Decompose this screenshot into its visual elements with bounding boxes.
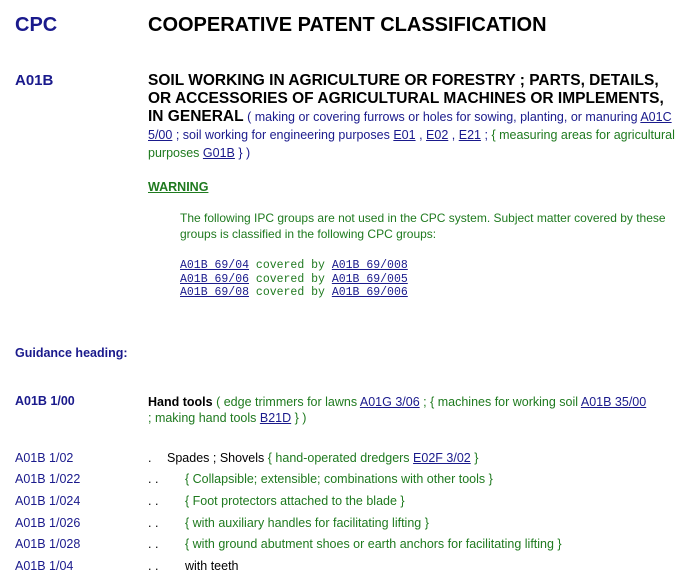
sep-2: , (451, 128, 456, 142)
subgroup-text: { Foot protectors attached to the blade } (185, 494, 405, 508)
subclass-ref-3: { measuring areas for agricultural purposes (148, 128, 675, 160)
subgroup-ref-end: } (474, 451, 479, 465)
mapping-from-link[interactable]: A01B 69/08 (180, 286, 250, 299)
indent-dots: . . (148, 537, 159, 551)
main-group-ref-b: ; { machines for working soil (423, 395, 579, 409)
link-e21[interactable]: E21 (458, 128, 481, 142)
link-g01b[interactable]: G01B (202, 146, 235, 160)
link-b21d[interactable]: B21D (259, 411, 292, 425)
subgroup-code: A01B 1/024 (15, 494, 81, 508)
mapping-row (180, 273, 408, 287)
mapping-to-link[interactable]: A01B 69/008 (331, 259, 408, 272)
subgroup-text: with teeth (185, 559, 239, 573)
subgroup-text: { with auxiliary handles for facilitating lifting } (185, 516, 429, 530)
indent-dots: . (148, 451, 152, 465)
main-group-ref-end: } ) (294, 411, 307, 425)
main-group-title: Hand tools (148, 395, 213, 409)
subgroup-row (0, 516, 689, 536)
subgroup-row (0, 451, 689, 471)
covered-by-text: covered by (255, 259, 325, 272)
subgroup-ref: { hand-operated dredgers (267, 451, 410, 465)
mapping-from-link[interactable]: A01B 69/04 (180, 259, 250, 272)
subgroup-row (0, 537, 689, 557)
indent-dots: . . (148, 472, 159, 486)
subgroup-code: A01B 1/02 (15, 451, 74, 465)
guidance-heading: Guidance heading: (15, 346, 128, 360)
subgroup-row (0, 472, 689, 492)
mapping-row (180, 259, 408, 273)
link-e02f-3-02[interactable]: E02F 3/02 (413, 451, 471, 465)
link-a01g-3-06[interactable]: A01G 3/06 (359, 395, 420, 409)
link-a01b-35-00[interactable]: A01B 35/00 (580, 395, 647, 409)
main-group-ref-c: ; making hand tools (148, 411, 257, 425)
covered-by-text: covered by (255, 272, 325, 286)
subgroup-row (0, 494, 689, 514)
sep-1: , (419, 128, 423, 142)
subgroup-text (167, 451, 478, 465)
subgroup-code: A01B 1/028 (15, 537, 81, 551)
subgroup-code: A01B 1/026 (15, 516, 81, 530)
warning-label: WARNING (148, 180, 209, 194)
subgroup-title: Spades ; Shovels (167, 451, 265, 465)
subclass-ref-end: } ) (238, 146, 251, 160)
subgroup-code: A01B 1/022 (15, 472, 81, 486)
link-a01c-5-00[interactable]: A01C 5/00 (148, 110, 672, 142)
main-group-definition (148, 394, 648, 426)
main-group-code: A01B 1/00 (15, 394, 75, 408)
subclass-definition (148, 72, 683, 162)
mapping-from-link[interactable]: A01B 69/06 (180, 272, 250, 286)
indent-dots: . . (148, 494, 159, 508)
subclass-ref-1: ( making or covering furrows or holes for sowing, planting, or manuring (247, 110, 638, 124)
sep-3: ; (484, 128, 488, 142)
link-e01[interactable]: E01 (393, 128, 416, 142)
subgroup-text: { with ground abutment shoes or earth anchors for facilitating lifting } (185, 537, 562, 551)
warning-text: The following IPC groups are not used in the CPC system. Subject matter covered by these groups is classified in the following CPC groups: (180, 211, 666, 241)
subclass-ref-2: ; soil working for engineering purposes (175, 128, 390, 142)
subclass-code: A01B (15, 72, 54, 89)
subgroup-text: { Collapsible; extensible; combinations with other tools } (185, 472, 493, 486)
mapping-to-link[interactable]: A01B 69/005 (331, 272, 408, 286)
subgroup-code: A01B 1/04 (15, 559, 74, 573)
mapping-row (180, 286, 408, 300)
mapping-to-link[interactable]: A01B 69/006 (331, 286, 408, 299)
link-e02[interactable]: E02 (426, 128, 449, 142)
covered-by-text: covered by (255, 286, 325, 299)
cpc-label: CPC (15, 14, 58, 36)
ipc-cpc-mapping (180, 259, 408, 300)
indent-dots: . . (148, 559, 159, 573)
subgroup-row (0, 559, 689, 579)
indent-dots: . . (148, 516, 159, 530)
subclass-heading: SOIL WORKING IN AGRICULTURE OR FORESTRY ; PARTS, DETAILS, OR ACCESSORIES OF AGRICULTURAL MACHINES OR IMPLEMENTS, IN GENERAL (148, 72, 664, 125)
page-title: COOPERATIVE PATENT CLASSIFICATION (148, 14, 547, 36)
main-group-ref-a: ( edge trimmers for lawns (216, 395, 358, 409)
